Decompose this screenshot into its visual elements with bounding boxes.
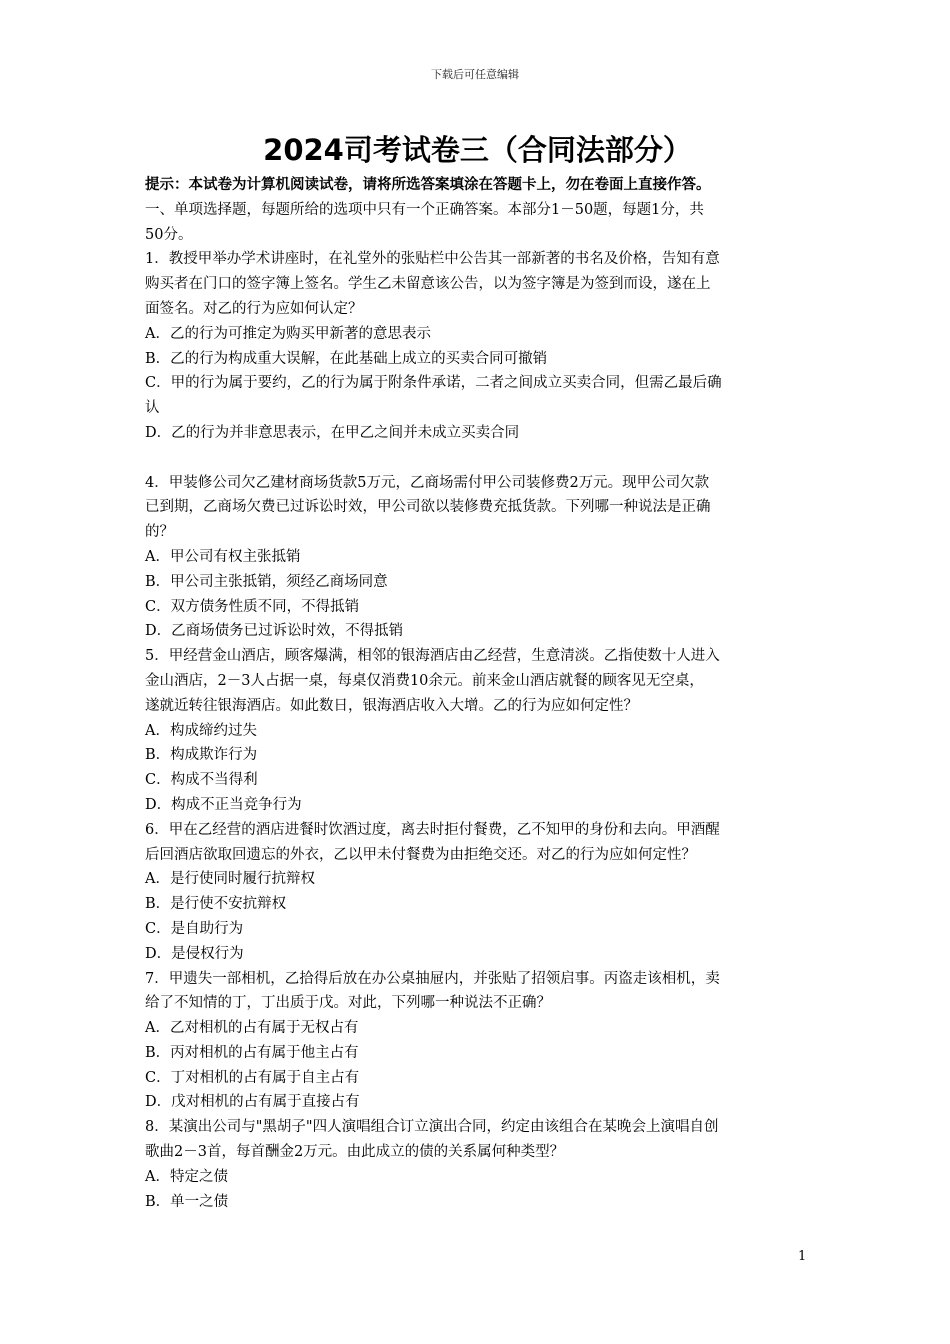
text-line: C．是自助行为: [145, 920, 244, 937]
text-line: D．是侵权行为: [145, 945, 244, 962]
text-line: 一、单项选择题，每题所给的选项中只有一个正确答案。本部分1－50题，每题1分，共: [145, 201, 704, 218]
text-line: A．特定之债: [145, 1168, 228, 1185]
text-line: A．乙的行为可推定为购买甲新著的意思表示: [145, 325, 431, 342]
text-line: 后回酒店欲取回遗忘的外衣，乙以甲未付餐费为由拒绝交还。对乙的行为应如何定性？: [145, 846, 696, 863]
text-line: 4．甲装修公司欠乙建材商场货款5万元，乙商场需付甲公司装修费2万元。现甲公司欠款: [145, 474, 710, 491]
text-line: 给了不知情的丁，丁出质于戊。对此，下列哪一种说法不正确？: [145, 995, 551, 1012]
text-line: D．乙的行为并非意思表示，在甲乙之间并未成立买卖合同: [145, 424, 520, 441]
text-line: C．丁对相机的占有属于自主占有: [145, 1069, 360, 1086]
text-line: 已到期，乙商场欠费已过诉讼时效，甲公司欲以装修费充抵货款。下列哪一种说法是正确: [145, 499, 711, 516]
text-line: 面签名。对乙的行为应如何认定？: [145, 300, 363, 317]
text-line: B．单一之债: [145, 1193, 229, 1210]
text-line: A．是行使同时履行抗辩权: [145, 871, 315, 888]
text-line: 1．教授甲举办学术讲座时，在礼堂外的张贴栏中公告其一部新著的书名及价格，告知有意: [145, 251, 720, 268]
text-line: B．甲公司主张抵销，须经乙商场同意: [145, 573, 388, 590]
text-line: A．甲公司有权主张抵销: [145, 548, 301, 565]
text-line: A．构成缔约过失: [145, 722, 257, 739]
text-line: 5．甲经营金山酒店，顾客爆满，相邻的银海酒店由乙经营，生意清淡。乙指使数十人进入: [145, 648, 720, 665]
text-line: 认: [145, 400, 160, 417]
text-line: B．是行使不安抗辩权: [145, 896, 287, 913]
exam-notice: 提示：本试卷为计算机阅读试卷，请将所选答案填涂在答题卡上，勿在卷面上直接作答。: [145, 176, 711, 193]
text-line: 50分。: [145, 226, 193, 243]
text-line: 歌曲2－3首，每首酬金2万元。由此成立的债的关系属何种类型？: [145, 1144, 565, 1161]
text-line: 遂就近转往银海酒店。如此数日，银海酒店收入大增。乙的行为应如何定性？: [145, 697, 638, 714]
page-header: 下载后可任意编辑: [431, 68, 519, 81]
text-line: 8．某演出公司与"黑胡子"四人演唱组合订立演出合同，约定由该组合在某晚会上演唱自创: [145, 1119, 719, 1136]
text-line: C．双方债务性质不同，不得抵销: [145, 598, 360, 615]
page-number: 1: [798, 1249, 807, 1264]
document-title: 2024司考试卷三（合同法部分）: [263, 133, 692, 167]
text-line: C．构成不当得利: [145, 772, 258, 789]
text-line: 6．甲在乙经营的酒店进餐时饮酒过度，离去时拒付餐费，乙不知甲的身份和去向。甲酒醒: [145, 821, 720, 838]
text-line: D．构成不正当竞争行为: [145, 796, 302, 813]
text-line: 的？: [145, 524, 174, 541]
text-line: 金山酒店，2－3人占据一桌，每桌仅消费10余元。前来金山酒店就餐的顾客见无空桌，: [145, 672, 704, 689]
text-line: A．乙对相机的占有属于无权占有: [145, 1020, 359, 1037]
text-line: C．甲的行为属于要约，乙的行为属于附条件承诺，二者之间成立买卖合同，但需乙最后确: [145, 375, 722, 392]
question-lines: [145, 198, 810, 1215]
text-line: D．戊对相机的占有属于直接占有: [145, 1094, 360, 1111]
blank-line: [145, 446, 810, 471]
text-line: 购买者在门口的签字簿上签名。学生乙未留意该公告，以为签字簿是为签到而设，遂在上: [145, 276, 711, 293]
text-line: B．乙的行为构成重大误解，在此基础上成立的买卖合同可撤销: [145, 350, 548, 367]
text-line: 7．甲遗失一部相机，乙拾得后放在办公桌抽屉内，并张贴了招领启事。丙盗走该相机，卖: [145, 970, 720, 987]
text-line: B．丙对相机的占有属于他主占有: [145, 1044, 359, 1061]
text-line: D．乙商场债务已过诉讼时效，不得抵销: [145, 623, 404, 640]
document-body: [145, 132, 810, 1214]
text-line: B．构成欺诈行为: [145, 747, 258, 764]
